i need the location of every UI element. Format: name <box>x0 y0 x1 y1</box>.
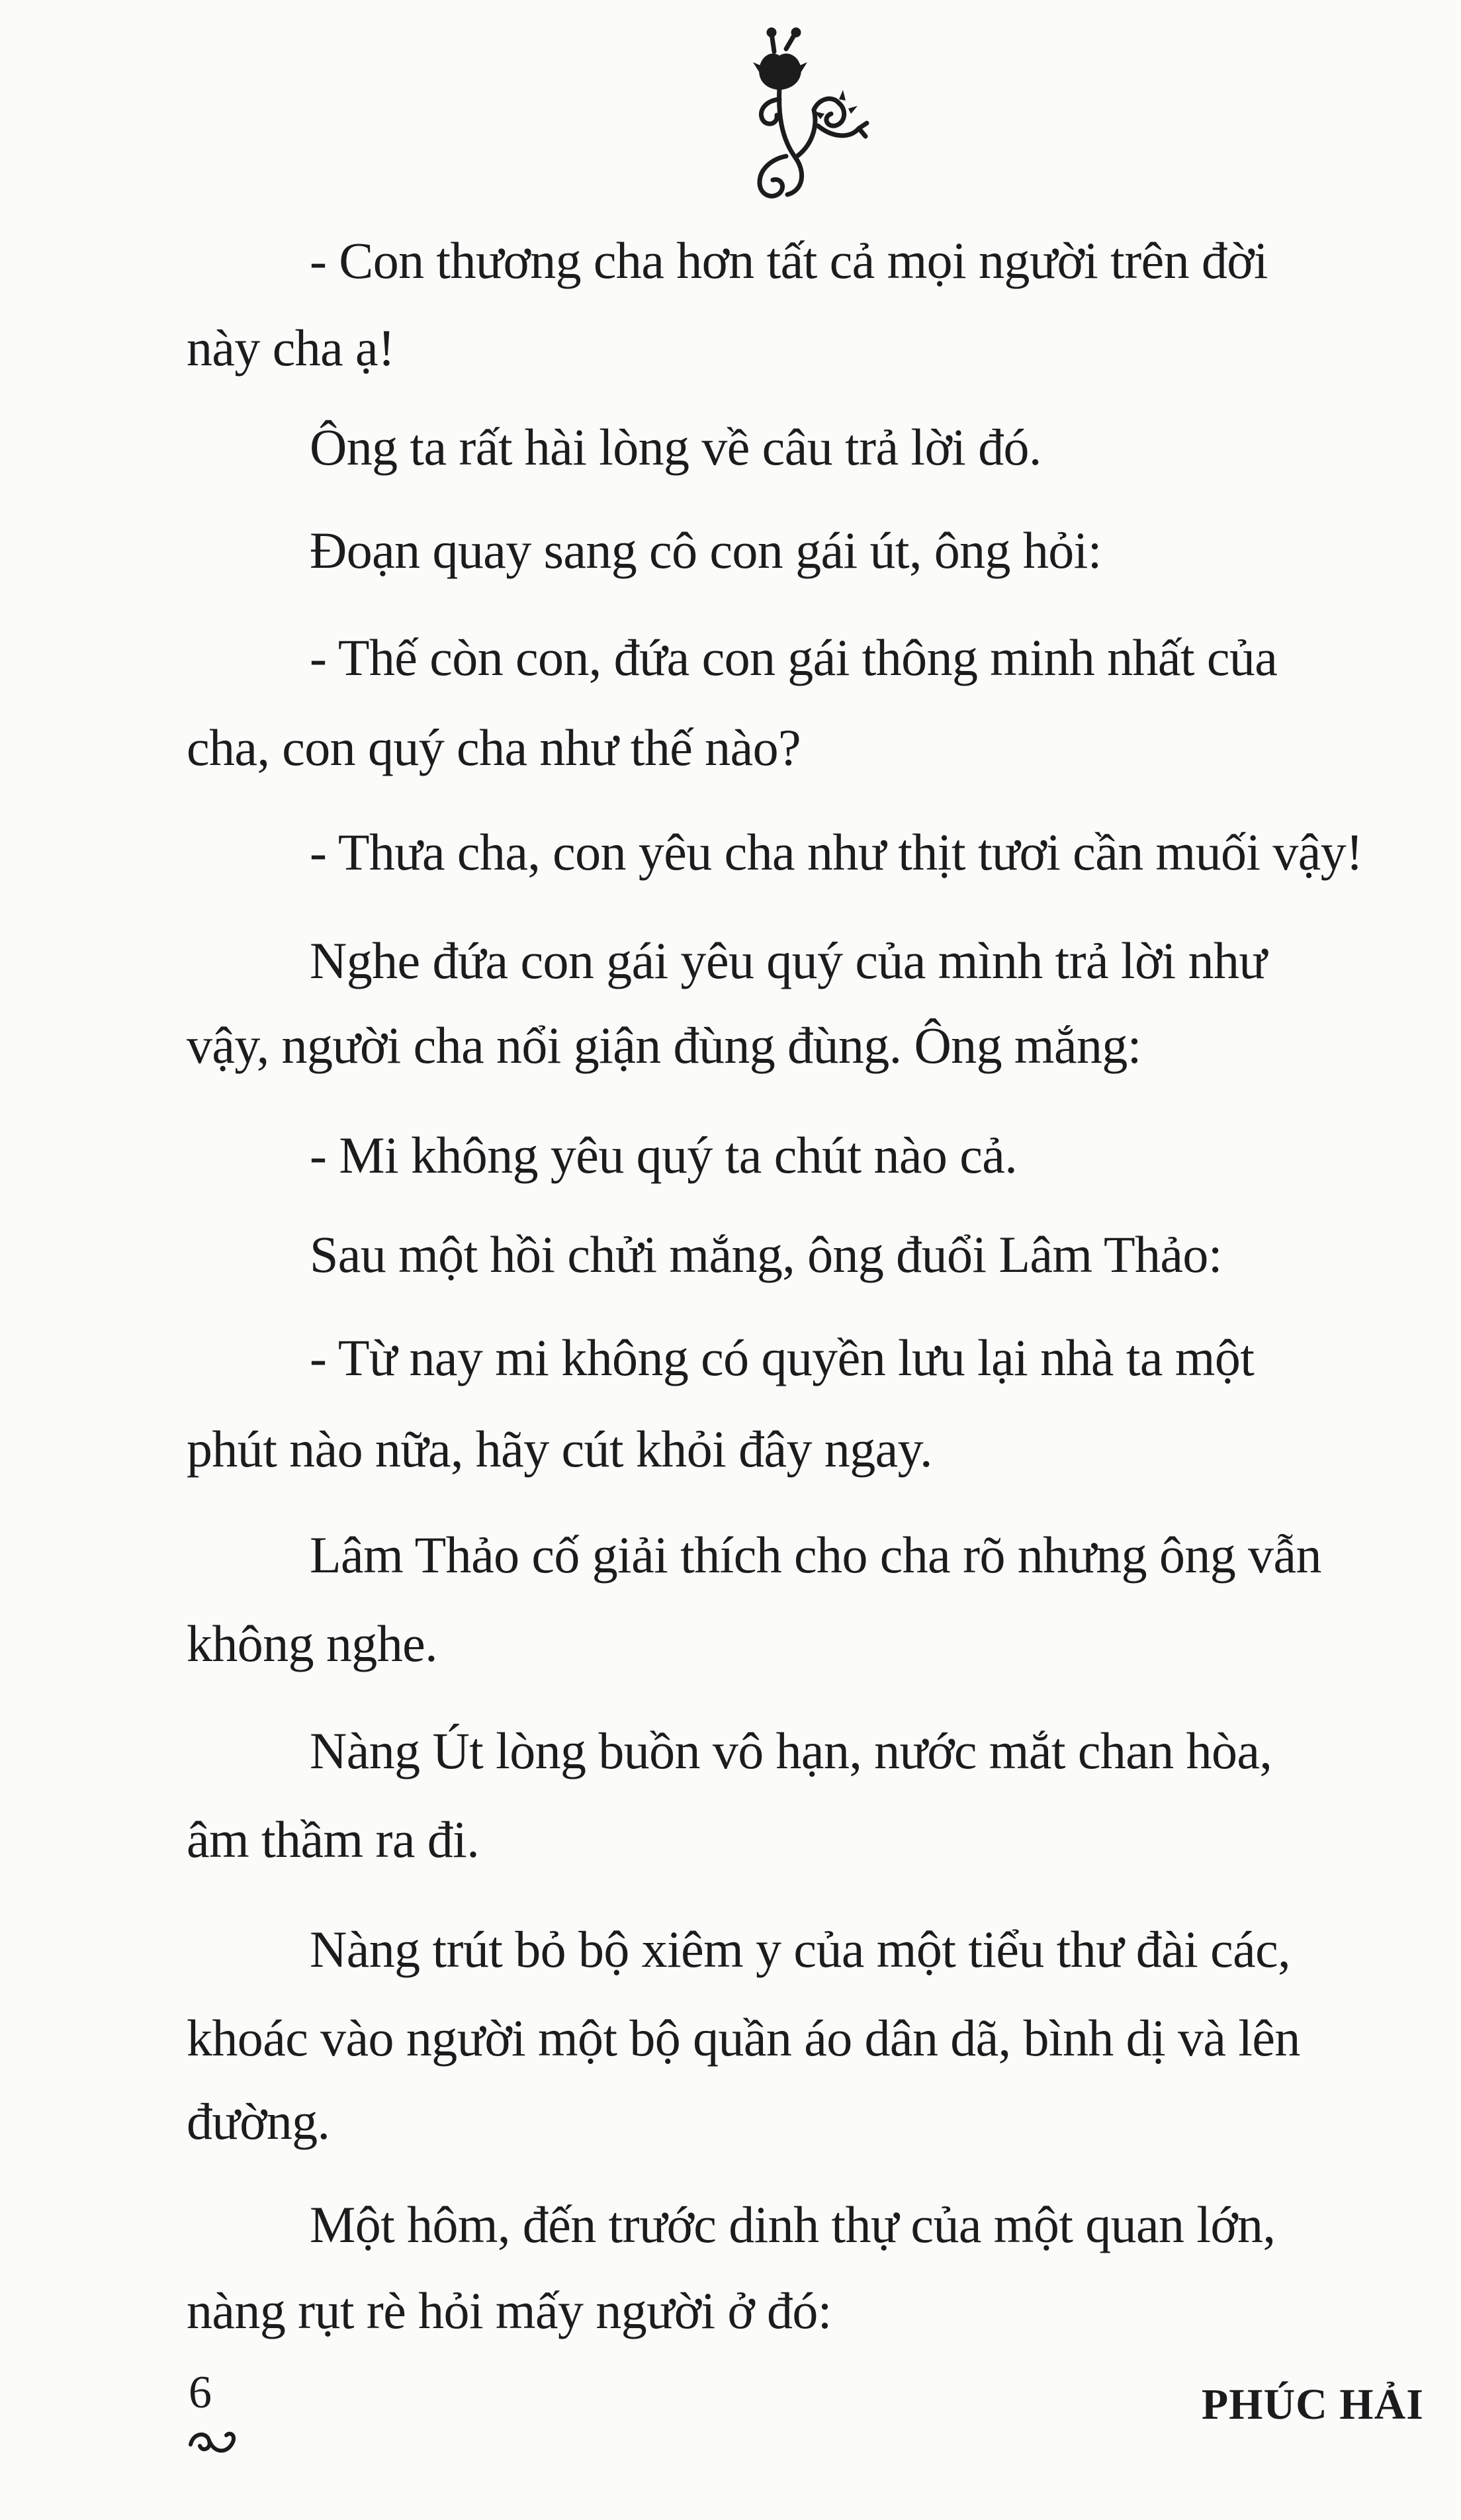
text-line: đường. <box>187 2092 330 2150</box>
text-line: - Mi không yêu quý ta chút nào cả. <box>310 1126 1018 1184</box>
text-line: nàng rụt rè hỏi mấy người ở đó: <box>187 2282 832 2339</box>
text-line: Một hôm, đến trước dinh thự của một quan lớn, <box>310 2196 1276 2253</box>
text-line: - Thưa cha, con yêu cha như thịt tươi cần muối vậy! <box>310 823 1363 881</box>
text-line: Nàng Út lòng buồn vô hạn, nước mắt chan hòa, <box>310 1722 1272 1779</box>
text-line: cha, con quý cha như thế nào? <box>187 719 801 776</box>
text-line: Nàng trút bỏ bộ xiêm y của một tiểu thư đài các, <box>310 1920 1291 1978</box>
running-footer-author: PHÚC HẢI <box>1201 2380 1424 2429</box>
text-line: Sau một hồi chửi mắng, ông đuổi Lâm Thảo: <box>310 1226 1222 1283</box>
page-number: 6 <box>189 2367 212 2418</box>
text-line: này cha ạ! <box>187 319 395 377</box>
text-line: Đoạn quay sang cô con gái út, ông hỏi: <box>310 521 1102 579</box>
text-line: Ông ta rất hài lòng về câu trả lời đó. <box>310 418 1041 476</box>
text-line: phút nào nữa, hãy cút khỏi đây ngay. <box>187 1420 932 1478</box>
text-line: vậy, người cha nổi giận đùng đùng. Ông mắng: <box>187 1016 1141 1074</box>
text-line: - Thế còn con, đứa con gái thông minh nhất của <box>310 629 1278 686</box>
text-line: Lâm Thảo cố giải thích cho cha rõ nhưng ông vẫn <box>310 1526 1321 1584</box>
text-line: âm thầm ra đi. <box>187 1811 480 1868</box>
text-line: - Từ nay mi không có quyền lưu lại nhà ta một <box>310 1329 1255 1386</box>
curl-flourish-icon <box>187 2425 240 2462</box>
text-line: không nghe. <box>187 1615 438 1672</box>
text-line: khoác vào người một bộ quần áo dân dã, bình dị và lên <box>187 2009 1300 2067</box>
text-line: - Con thương cha hơn tất cả mọi người trên đời <box>310 232 1268 289</box>
text-line: Nghe đứa con gái yêu quý của mình trả lời như <box>310 932 1267 989</box>
floral-vine-ornament-icon <box>740 26 872 212</box>
